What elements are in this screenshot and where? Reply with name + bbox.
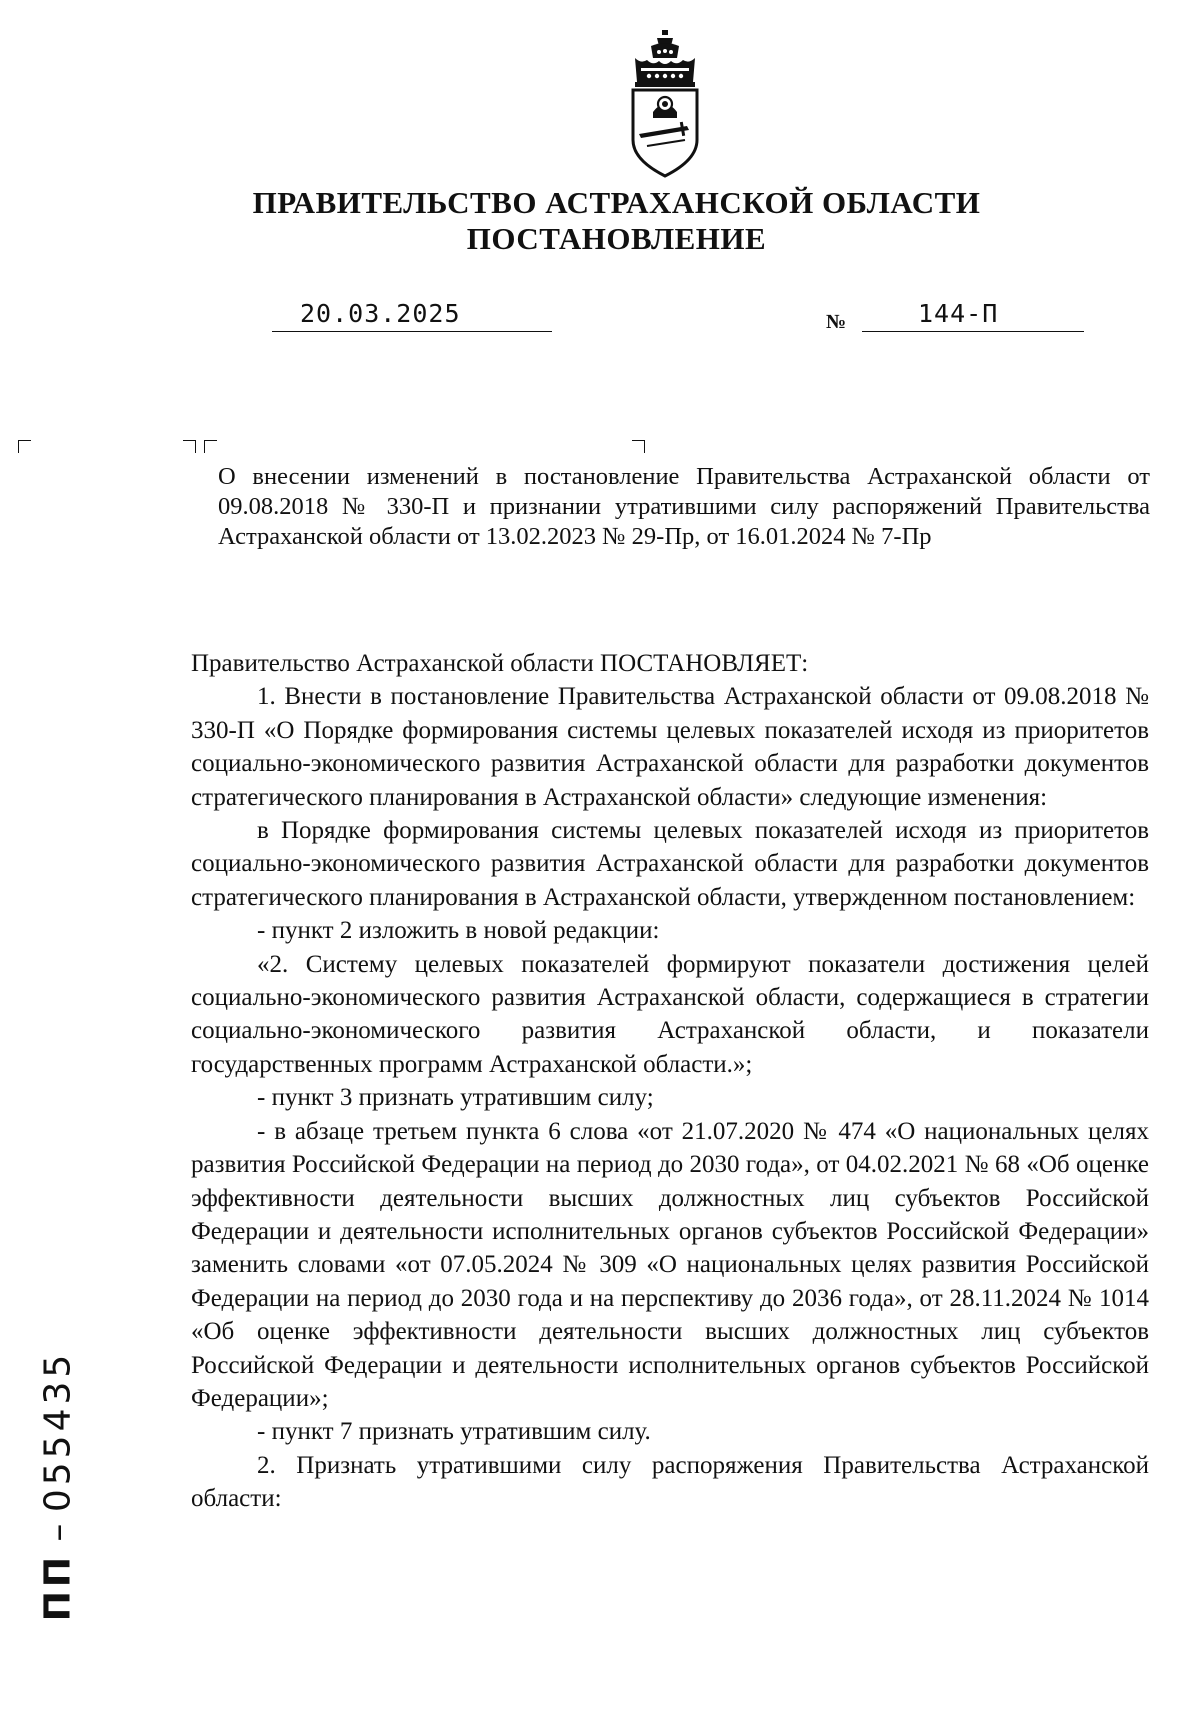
body-paragraph-4: «2. Систему целевых показателей формируют показатели достижения целей социально-экономического развития Астраханской области, содержащиеся в стратегии социально-экономического развития Астраханской области, и показатели государственных программ Астраханской области.»; bbox=[191, 950, 1149, 1078]
document-type-title: ПОСТАНОВЛЕНИЕ bbox=[466, 221, 767, 256]
margin-corner-mark bbox=[18, 440, 31, 453]
body-paragraph-8: 2. Признать утратившими силу распоряжения Правительства Астраханской области: bbox=[191, 1451, 1149, 1513]
body-paragraph-2: в Порядке формирования системы целевых показателей исходя из приоритетов социально-экономического развития Астраханской области для разработки документов стратегического планирования в Астраханской области, утвержденном постановлением: bbox=[191, 817, 1149, 911]
subject-corner-mark-left bbox=[204, 440, 217, 453]
body-paragraph-3: - пункт 2 изложить в новой редакции: bbox=[257, 917, 660, 945]
document-date: 20.03.2025 bbox=[272, 298, 552, 332]
body-preamble: Правительство Астраханской области ПОСТАНОВЛЯЕТ: bbox=[191, 650, 809, 677]
body-paragraph-7: - пункт 7 признать утратившим силу. bbox=[257, 1418, 651, 1446]
body-paragraph-1: 1. Внести в постановление Правительства Астраханской области от 09.08.2018 № 330-П «О Порядке формирования системы целевых показателей исходя из приоритетов социально-экономического развития Астраханской области для разработки документов стратегического планирования в Астраханской области» следующие изменения: bbox=[191, 683, 1149, 811]
document-subject: О внесении изменений в постановление Правительства Астраханской области от 09.08.2018 № 330-П и признании утратившими силу распоряжений Правительства Астраханской области от 13.02.2023 № 29-Пр, от 16.01.2024 № 7-Пр bbox=[218, 463, 1150, 550]
body-paragraph-6: - в абзаце третьем пункта 6 слова «от 21.07.2020 № 474 «О национальных целях развития Российской Федерации на период до 2030 года», от 04.02.2021 № 68 «Об оценке эффективности деятельности высших должностных лиц субъектов Российской Федерации и деятельности исполнительных органов субъектов Российской Федерации» заменить словами «от 07.05.2024 № 309 «О национальных целях развития Российской Федерации на период до 2030 года и на перспективу до 2036 года», от 28.11.2024 № 1014 «Об оценке эффективности деятельности высших должностных лиц субъектов Российской Федерации и деятельности исполнительных органов субъектов Российской Федерации»; bbox=[191, 1117, 1149, 1412]
document-number: 144-П bbox=[862, 298, 1084, 332]
serial-separator: – bbox=[37, 1512, 79, 1554]
number-sign: № bbox=[826, 311, 847, 333]
subject-corner-mark-left-end bbox=[183, 440, 196, 453]
serial-prefix: ПП bbox=[37, 1553, 79, 1622]
document-body bbox=[191, 647, 1149, 1516]
organization-title: ПРАВИТЕЛЬСТВО АСТРАХАНСКОЙ ОБЛАСТИ bbox=[252, 185, 981, 220]
subject-corner-mark-right bbox=[632, 440, 645, 453]
body-paragraph-5: - пункт 3 признать утратившим силу; bbox=[257, 1084, 654, 1112]
serial-number: 055435 bbox=[37, 1350, 79, 1513]
astrakhan-coat-of-arms-icon bbox=[627, 28, 703, 180]
